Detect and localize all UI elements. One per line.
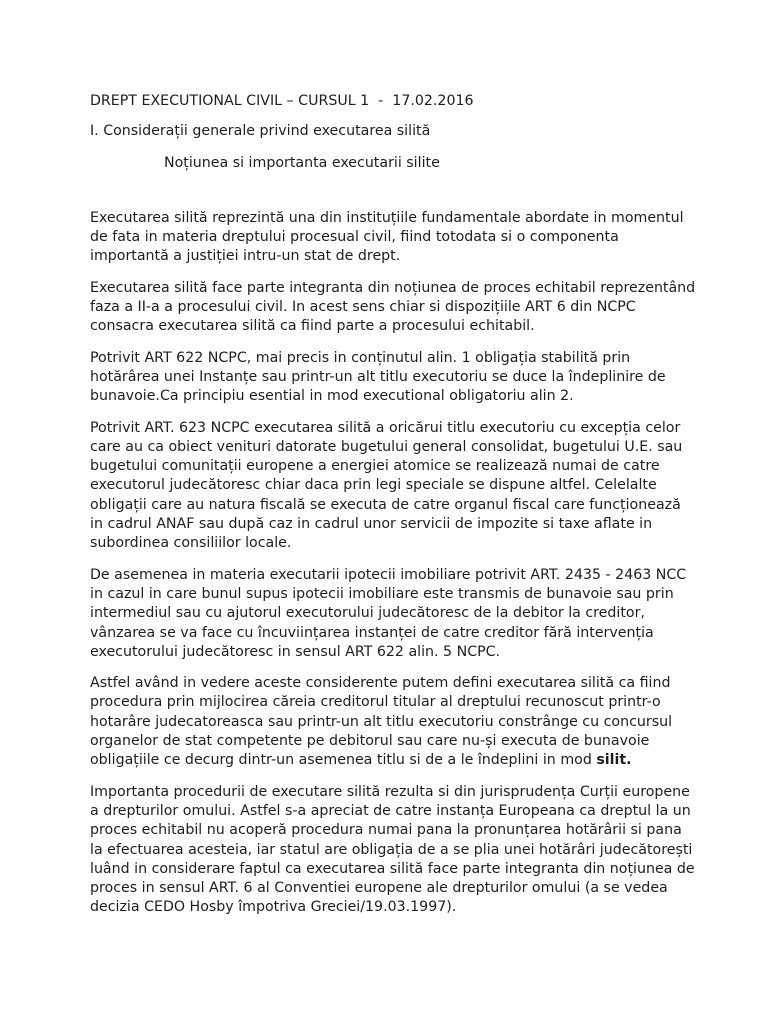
- paragraph-1: [90, 209, 696, 267]
- paragraph-text: Astfel având in vedere aceste considerente putem defini executarea silită ca fiind procedura prin mijlocirea căreia creditorul titular al dreptului recunoscut printr-o hotarâre judecatoreasca sau printr-un alt titlu executoriu constrânge cu concursul organelor de stat competente pe debitorul sau care nu-și executa de bunavoie obligațiile ce decurg dintr-un asemenea titlu si de a le îndeplini in mod: [90, 675, 673, 769]
- paragraph-6: [90, 674, 696, 770]
- paragraph-text: De asemenea in materia executarii ipotecii imobiliare potrivit ART. 2435 - 2463 NCC in cazul in care bunul supus ipotecii imobiliare este transmis de bunavoie sau prin intermediul sau cu ajutorul executorului judecătoresc de la debitor la creditor, vânzarea se va face cu încuviințarea instanței de catre creditor fără intervenția executorului judecătoresc in sensul ART 622 alin. 5 NCPC.: [90, 566, 687, 660]
- paragraph-text: Executarea silită reprezintă una din instituțiile fundamentale abordate in momentul de fata in materia dreptului procesual civil, fiind totodata si o componenta importantă a justiției intru-un stat de drept.: [90, 209, 684, 265]
- paragraph-7: [90, 783, 696, 918]
- paragraph-5: [90, 566, 696, 662]
- paragraph-text: Importanta procedurii de executare silită rezulta si din jurisprudența Curții europene a drepturilor omului. Astfel s-a apreciat de catre instanța Europeana ca dreptul la un proces echitabil nu acoperă procedura numai pana la pronunțarea hotărârii si pana la efectuarea acesteia, iar statul are obligația de a se plia unei hotărâri judecătorești luând in considerare faptul ca executarea silită face parte integranta din noțiunea de proces in sensul ART. 6 al Conventiei europene ale drepturilor omului (a se vedea decizia CEDO Hosby împotriva Greciei/19.03.1997).: [90, 783, 695, 916]
- paragraph-3: [90, 349, 696, 407]
- spacer: [90, 173, 696, 209]
- document-title: DREPT EXECUTIONAL CIVIL – CURSUL 1 - 17.02.2016: [90, 93, 474, 109]
- paragraph-text: Potrivit ART. 623 NCPC executarea silită a oricărui titlu executoriu cu excepția celor care au ca obiect venituri datorate bugetului general consolidat, bugetului U.E. sau bugetului comunitații europene a energiei atomice se realizează numai de catre executorul judecătoresc chiar daca prin legi speciale se dispune altfel. Celelalte obligații care au natura fiscală se executa de catre organul fiscal care funcționează in cadrul ANAF sau după caz in cadrul unor servicii de impozite si taxe aflate in subordinea consiliilor locale.: [90, 419, 683, 552]
- section-heading: I. Considerații generale privind executarea silită: [90, 123, 431, 140]
- subsection-heading: Noțiunea si importanta executarii silite: [164, 154, 440, 171]
- paragraph-2: [90, 279, 696, 337]
- paragraph-4: [90, 419, 696, 554]
- paragraph-text: Executarea silită face parte integranta din noțiunea de proces echitabil reprezentând faza a II-a a procesului civil. In acest sens chiar si dispozițiile ART 6 din NCPC consacra executarea silită ca fiind parte a procesului echitabil.: [90, 279, 696, 335]
- paragraph-bold-term: silit.: [596, 752, 632, 769]
- paragraph-text: Potrivit ART 622 NCPC, mai precis in conținutul alin. 1 obligația stabilită prin hotărârea unei Instanțe sau printr-un alt titlu executoriu se duce la îndeplinire de bunavoie.Ca principiu esential in mod executional obligatoriu alin 2.: [90, 349, 666, 405]
